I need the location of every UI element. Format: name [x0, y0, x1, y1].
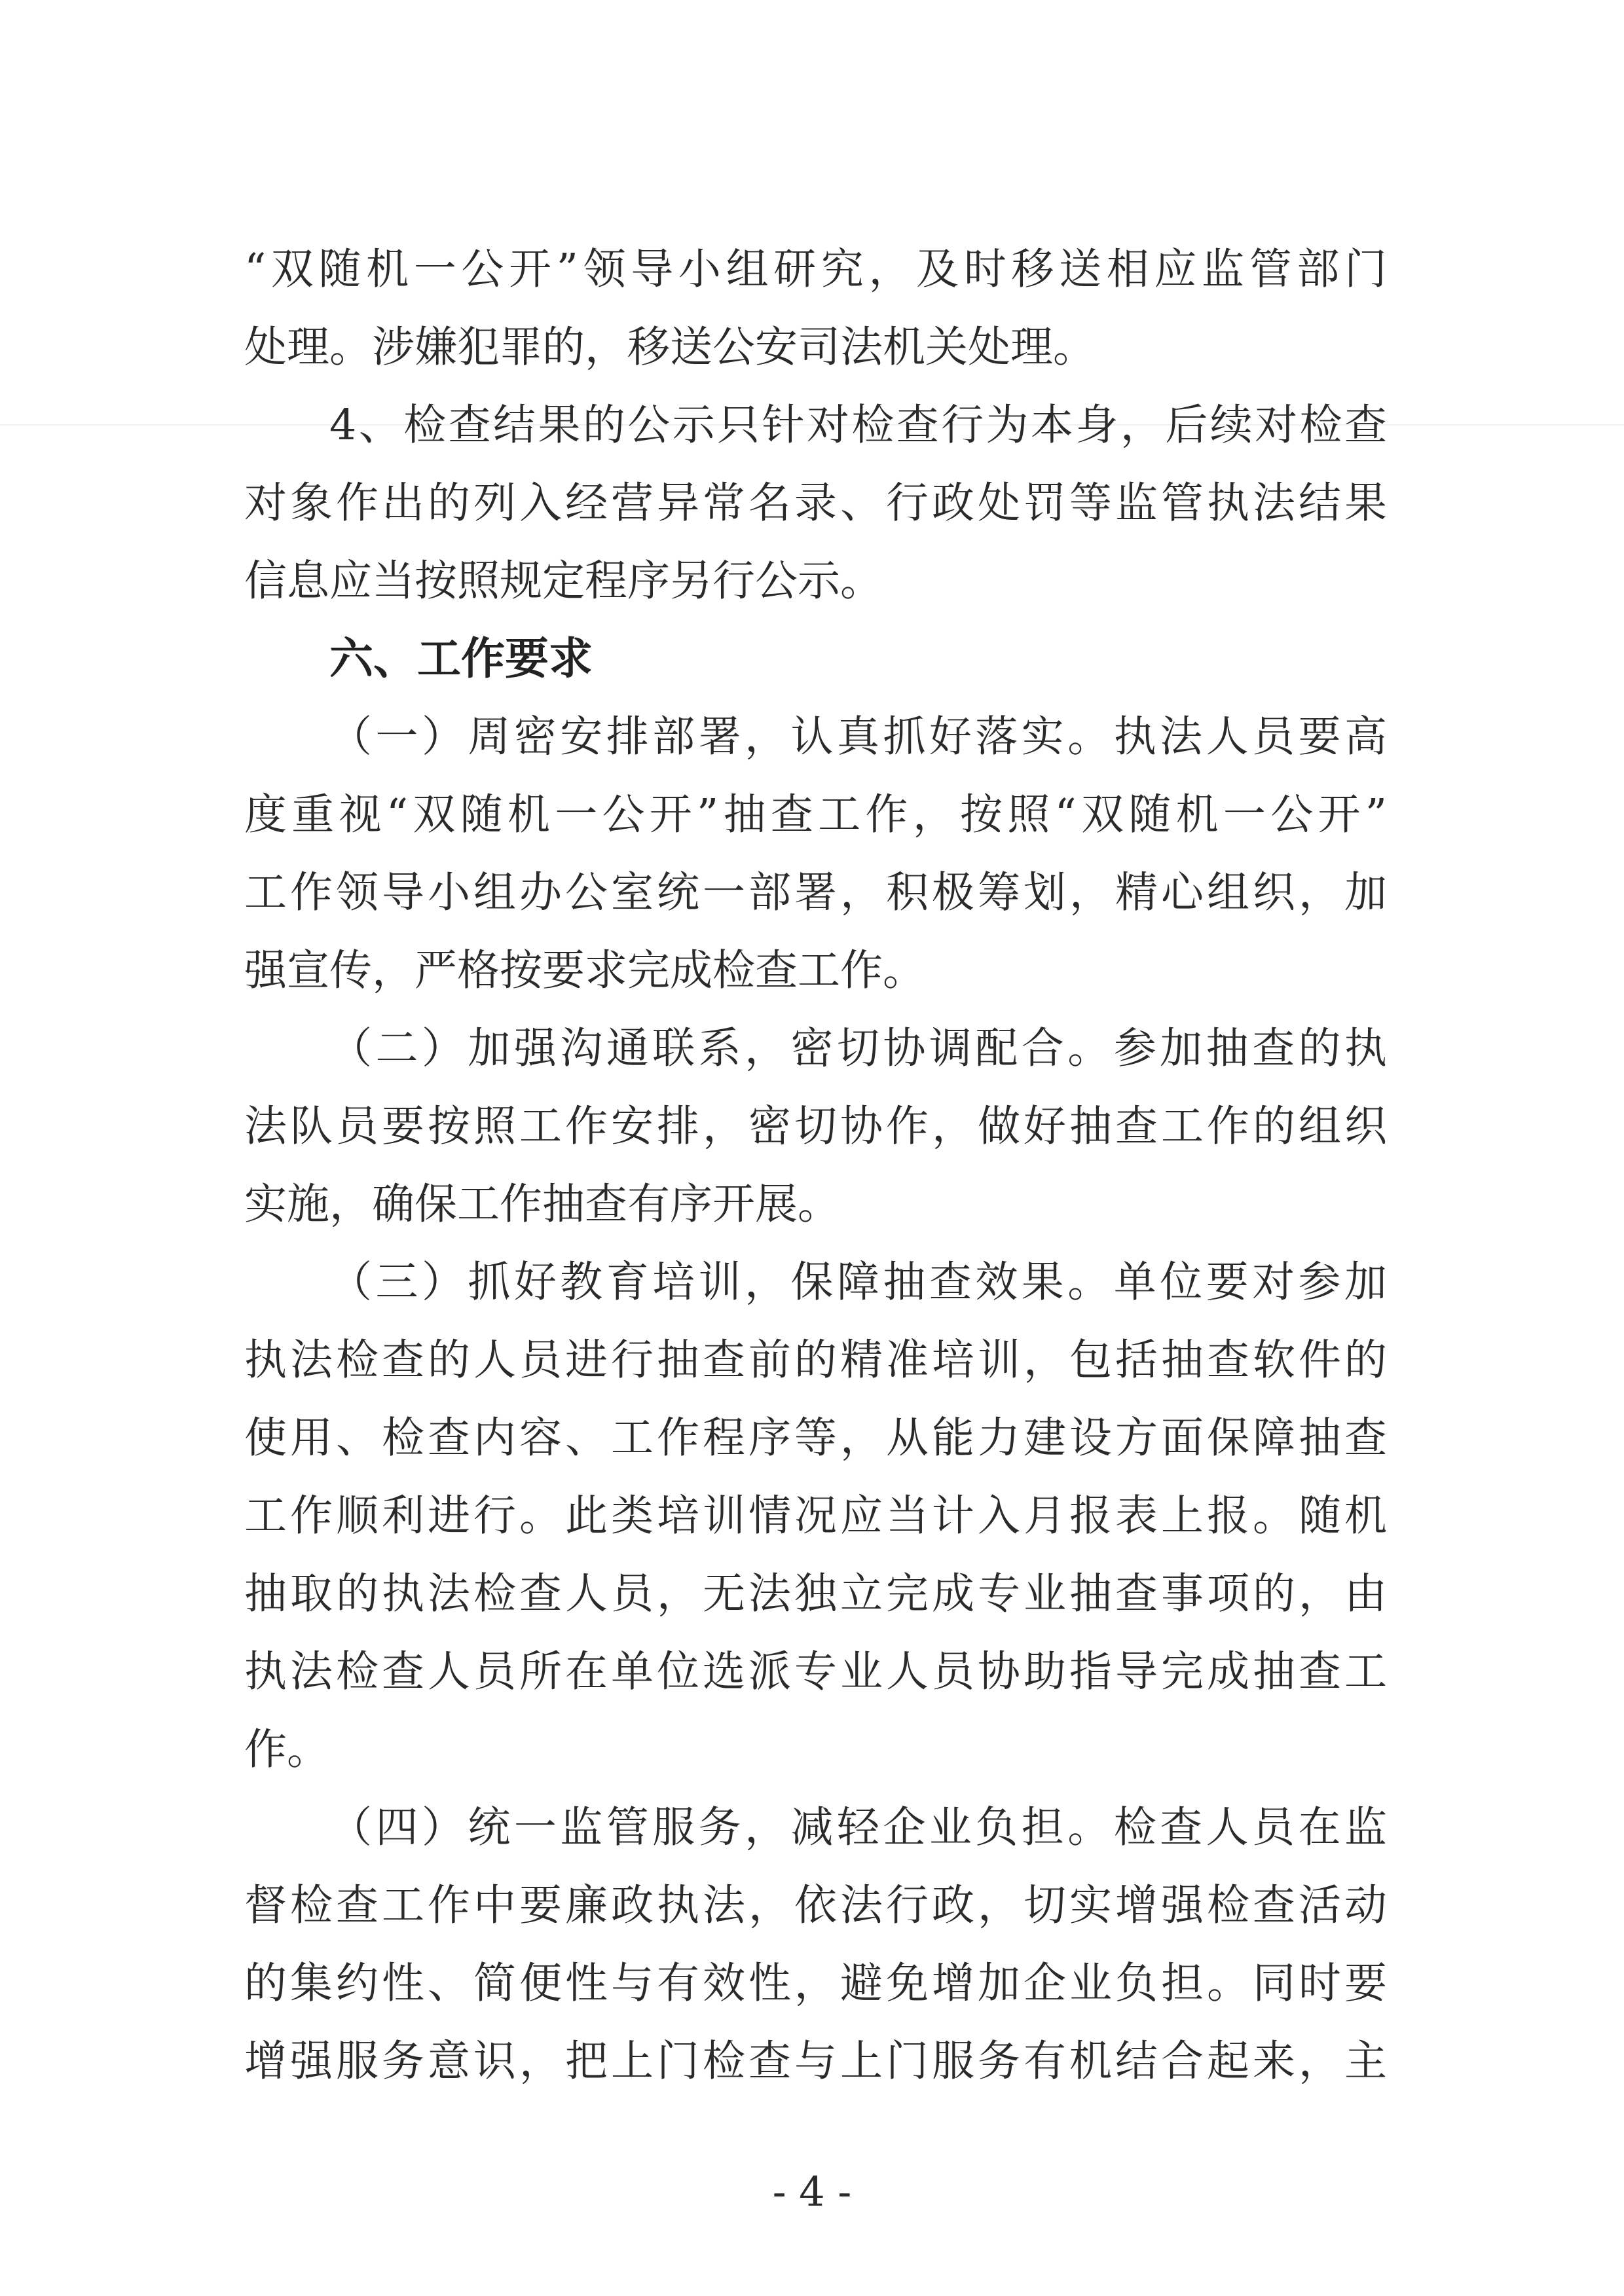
text-line: （四）统一监管服务，减轻企业负担。检查人员在监: [329, 1803, 1387, 1852]
text-line: 工作顺利进行。此类培训情况应当计入月报表上报。随机: [244, 1491, 1387, 1540]
text-line: 抽取的执法检查人员，无法独立完成专业抽查事项的，由: [244, 1569, 1387, 1618]
text-line: 增强服务意识，把上门检查与上门服务有机结合起来，主: [244, 2037, 1387, 2086]
text-line: 度重视“双随机一公开”抽查工作，按照“双随机一公开”: [244, 790, 1387, 839]
text-line: （三）抓好教育培训，保障抽查效果。单位要对参加: [329, 1258, 1387, 1307]
page-number: - 4 -: [772, 2168, 852, 2215]
text-line: 信息应当按照规定程序另行公示。: [244, 556, 883, 606]
text-line: 使用、检查内容、工作程序等，从能力建设方面保障抽查: [244, 1413, 1387, 1463]
text-line: 法队员要按照工作安排，密切协作，做好抽查工作的组织: [244, 1102, 1387, 1151]
text-line: 作。: [244, 1725, 330, 1774]
text-line: 执法检查的人员进行抽查前的精准培训，包括抽查软件的: [244, 1336, 1387, 1385]
paragraph-block-after-heading: [244, 698, 1387, 2100]
text-line: （二）加强沟通联系，密切协调配合。参加抽查的执: [329, 1024, 1387, 1073]
text-line: 4、检查结果的公示只针对检查行为本身，后续对检查: [329, 401, 1387, 450]
text-line: 实施，确保工作抽查有序开展。: [244, 1180, 841, 1229]
text-line: 执法检查人员所在单位选派专业人员协助指导完成抽查工: [244, 1647, 1387, 1696]
text-line: 强宣传，严格按要求完成检查工作。: [244, 946, 926, 995]
text-line: 的集约性、简便性与有效性，避免增加企业负担。同时要: [244, 1959, 1387, 2008]
paragraph-block-before-heading: [244, 230, 1387, 620]
section-heading: 六、工作要求: [329, 633, 593, 684]
text-line: 工作领导小组办公室统一部署，积极筹划，精心组织，加: [244, 868, 1387, 917]
text-line: （一）周密安排部署，认真抓好落实。执法人员要高: [329, 712, 1387, 761]
document-body: [244, 230, 1387, 2100]
text-line: “双随机一公开”领导小组研究，及时移送相应监管部门: [244, 245, 1387, 294]
text-line: 处理。涉嫌犯罪的，移送公安司法机关处理。: [244, 323, 1096, 372]
text-line: 对象作出的列入经营异常名录、行政处罚等监管执法结果: [244, 479, 1387, 528]
text-line: 督检查工作中要廉政执法，依法行政，切实增强检查活动: [244, 1881, 1387, 1930]
